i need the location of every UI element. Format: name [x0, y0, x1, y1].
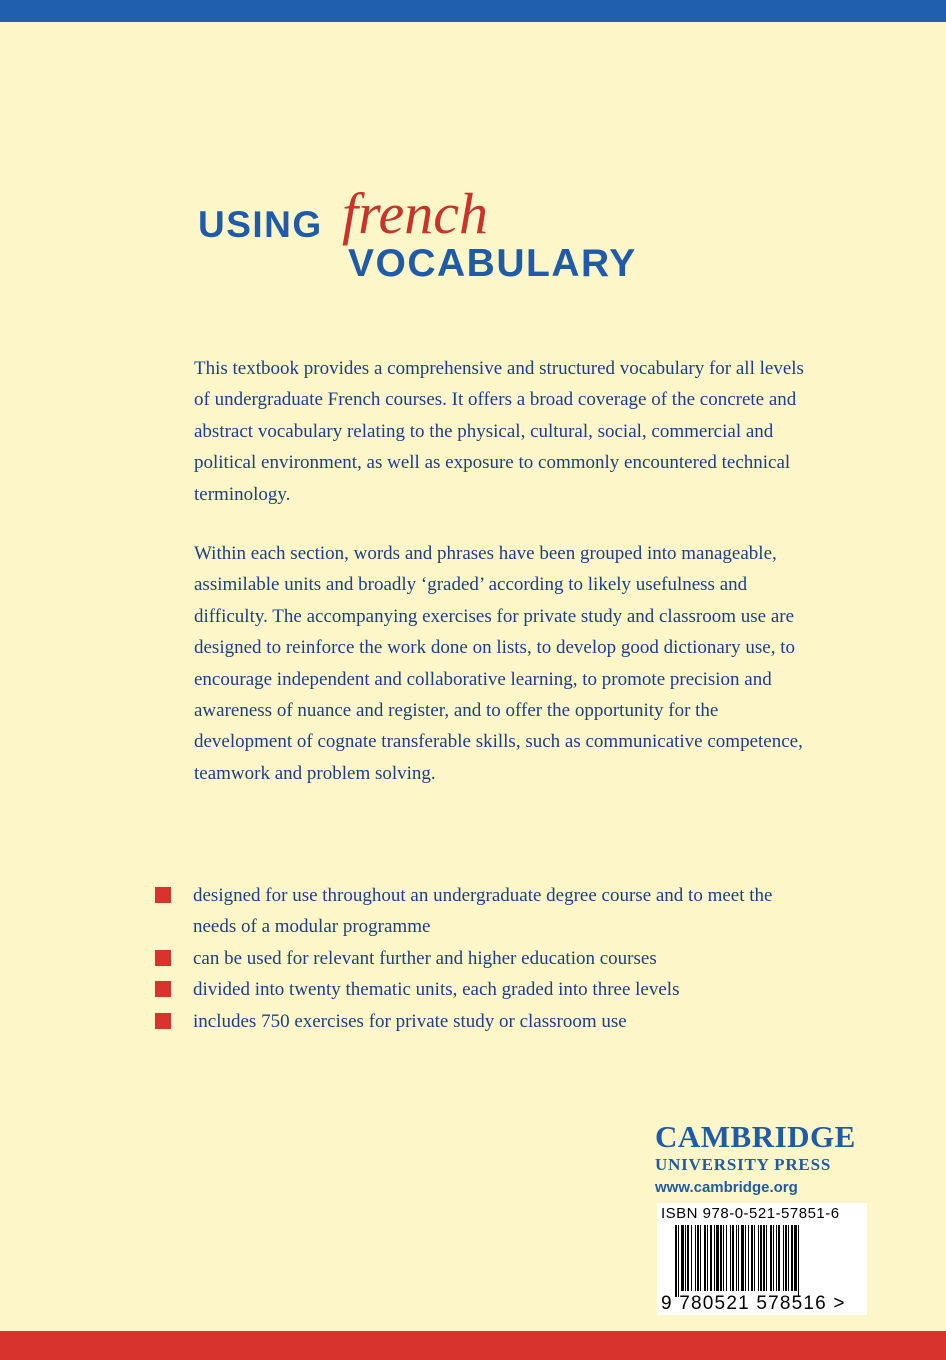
publisher-logo	[655, 1120, 875, 1200]
barcode-bar	[760, 1225, 762, 1291]
barcode-bar	[695, 1225, 696, 1291]
barcode-bar	[785, 1225, 787, 1291]
barcode-bar	[763, 1225, 765, 1291]
feature-list	[155, 880, 795, 1037]
barcode-bar	[766, 1225, 767, 1291]
publisher-name: CAMBRIDGE	[655, 1119, 856, 1154]
barcode-bar	[794, 1225, 797, 1291]
publisher-subtitle: UNIVERSITY PRESS	[655, 1155, 832, 1174]
red-square-bullet-icon	[155, 981, 171, 997]
barcode-bar	[770, 1225, 772, 1291]
feature-text: divided into twenty thematic units, each graded into three levels	[193, 979, 680, 1001]
barcode-bar	[707, 1225, 708, 1291]
barcode-bar	[758, 1225, 759, 1291]
feature-item	[155, 1006, 795, 1037]
book-title	[198, 182, 718, 292]
barcode-bar	[687, 1225, 689, 1291]
barcode-bar	[714, 1225, 715, 1291]
barcode-bar	[776, 1225, 777, 1291]
red-square-bullet-icon	[155, 887, 171, 903]
feature-item	[155, 974, 795, 1005]
barcode-bar	[751, 1225, 753, 1291]
barcode-bar	[778, 1225, 780, 1291]
bottom-color-band	[0, 1331, 946, 1360]
barcode-bar	[788, 1225, 789, 1291]
barcode-bar	[754, 1225, 755, 1291]
barcode-bar	[704, 1225, 706, 1291]
feature-item	[155, 943, 795, 974]
barcode-bar	[773, 1225, 774, 1291]
title-vocabulary: VOCABULARY	[348, 242, 637, 285]
isbn-barcode	[657, 1203, 867, 1315]
barcode-bar	[723, 1225, 724, 1291]
barcode-bar	[745, 1225, 746, 1291]
feature-item	[155, 880, 795, 943]
barcode-bar	[730, 1225, 731, 1291]
barcode-bar	[691, 1225, 692, 1291]
red-square-bullet-icon	[155, 1013, 171, 1029]
barcode-bar	[726, 1225, 727, 1291]
barcode-bar	[783, 1225, 784, 1291]
red-square-bullet-icon	[155, 950, 171, 966]
barcode-bar	[681, 1225, 684, 1291]
barcode-bar	[798, 1225, 799, 1297]
barcode-bar	[710, 1225, 712, 1291]
barcode-bar	[716, 1225, 719, 1291]
feature-text: designed for use throughout an undergraduate degree course and to meet the needs of a modular programme	[193, 885, 773, 938]
feature-text: can be used for relevant further and higher education courses	[193, 947, 657, 969]
barcode-bar	[700, 1225, 701, 1291]
barcode-bar	[678, 1225, 679, 1297]
barcode-bar	[748, 1225, 749, 1291]
barcode-bar	[738, 1225, 739, 1291]
barcode-digits: 9 780521 578516 >	[661, 1293, 846, 1314]
title-french: french	[342, 181, 489, 246]
barcode-bar	[741, 1225, 744, 1291]
barcode-bar	[685, 1225, 686, 1291]
barcode-bar	[732, 1225, 734, 1291]
isbn-label: ISBN 978-0-521-57851-6	[661, 1205, 840, 1222]
barcode-bar	[791, 1225, 793, 1291]
barcode-bar	[675, 1225, 677, 1297]
publisher-url: www.cambridge.org	[655, 1179, 798, 1196]
description-paragraph-2: Within each section, words and phrases have been grouped into manageable, assimilable units and broadly ‘graded’ according to likely usefulness and difficulty. The accompanying exercises for private study and classroom use are designed to reinforce the work done on lists, to develop good dictionary use, to encourage independent and collaborative learning, to promote precision and awareness of nuance and register, and to offer the opportunity for the development of cognate transferable skills, such as communicative competence, teamwork and problem solving.	[194, 543, 803, 784]
barcode-bar	[736, 1225, 737, 1291]
top-color-band	[0, 0, 946, 22]
barcode-bar	[720, 1225, 722, 1291]
feature-text: includes 750 exercises for private study or classroom use	[193, 1010, 627, 1032]
description-paragraph-1: This textbook provides a comprehensive and structured vocabulary for all levels of undergraduate French courses. It offers a broad coverage of the concrete and abstract vocabulary relating to the physical, cultural, social, commercial and political environment, as well as exposure to commonly encountered technical terminology.	[194, 358, 804, 505]
barcode-bar	[697, 1225, 699, 1291]
title-using: USING	[198, 204, 323, 245]
